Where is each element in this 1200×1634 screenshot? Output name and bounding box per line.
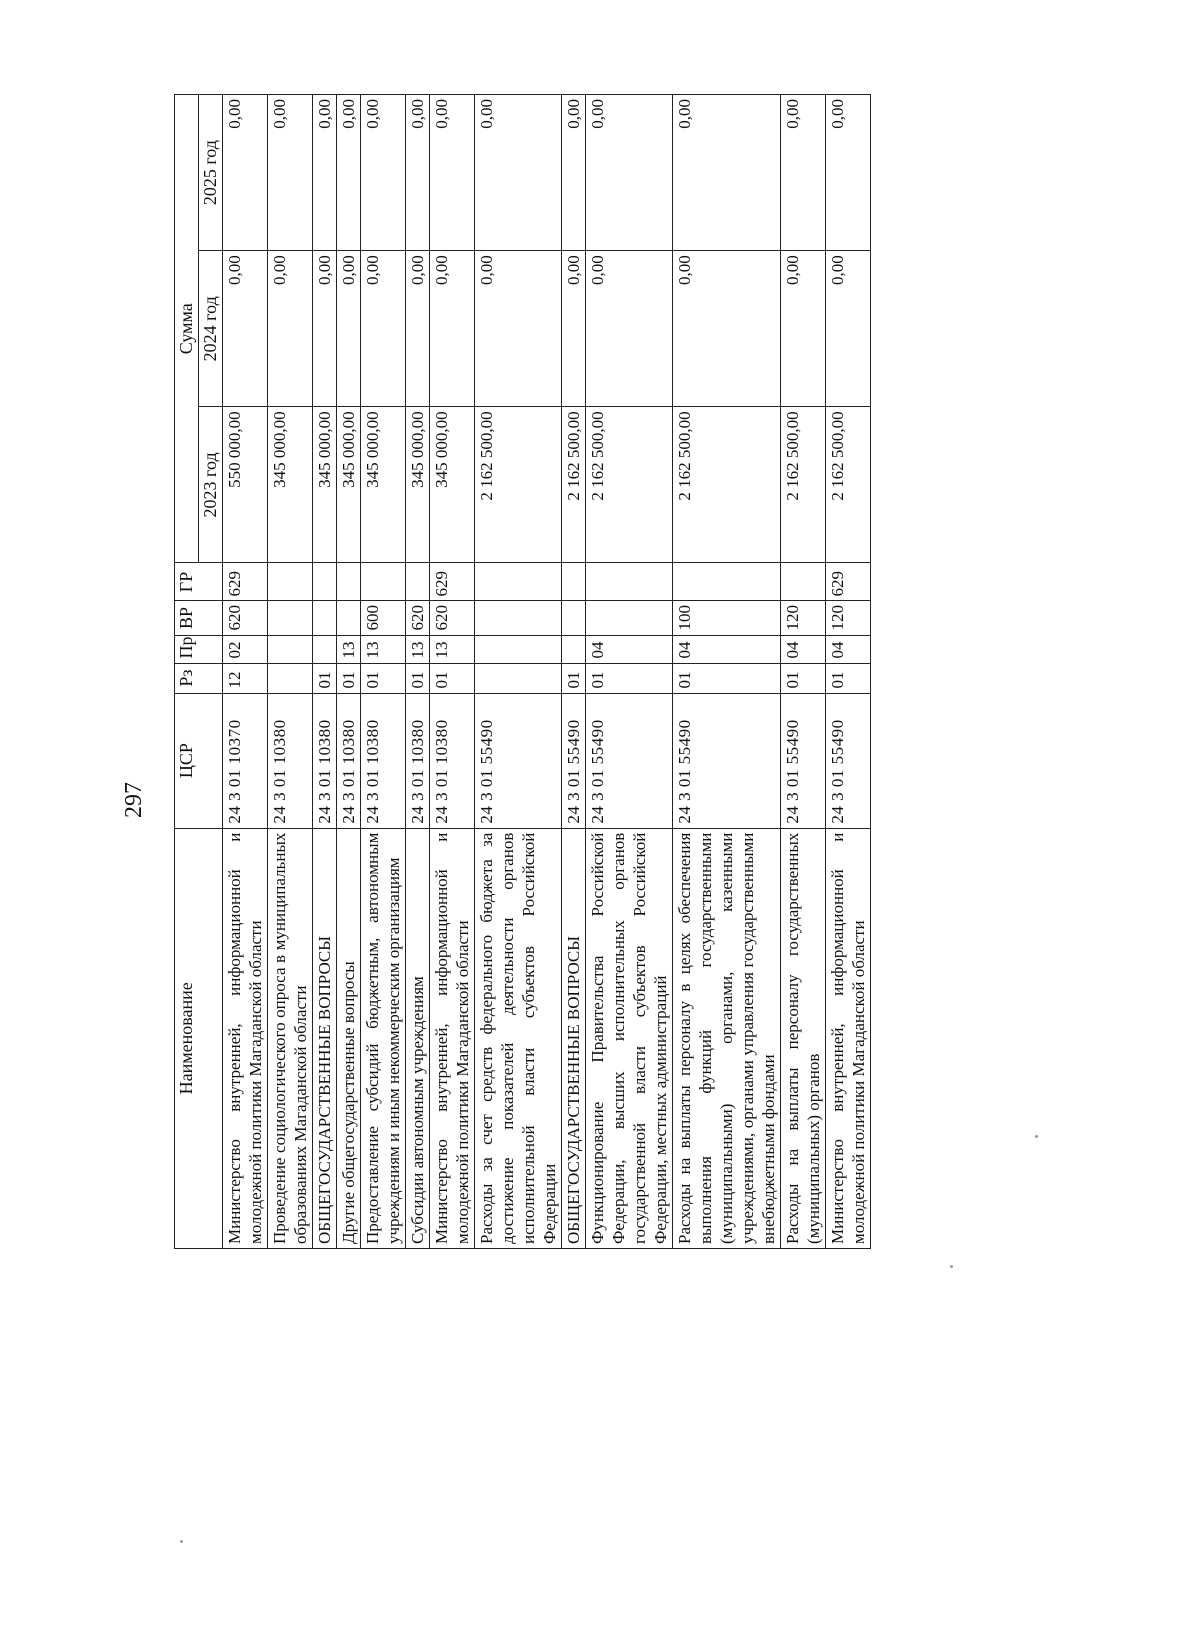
row-2024: 0,00 [406, 251, 430, 407]
row-vr: 120 [826, 601, 871, 635]
header-rz: Рз [175, 663, 223, 693]
row-gr [337, 563, 361, 601]
row-2024: 0,00 [223, 251, 268, 407]
row-2025: 0,00 [313, 95, 337, 251]
row-2023: 550 000,00 [223, 407, 268, 563]
row-csr: 24 3 01 10380 [313, 693, 337, 828]
row-csr: 24 3 01 10380 [406, 693, 430, 828]
row-rz: 12 [223, 663, 268, 693]
row-2025: 0,00 [430, 95, 475, 251]
table-row [673, 95, 781, 1249]
row-2025: 0,00 [562, 95, 586, 251]
row-vr [586, 601, 673, 635]
table-body [223, 95, 871, 1249]
row-pr: 13 [337, 635, 361, 663]
table-row [430, 95, 475, 1249]
row-name: Министерство внутренней, информационной и молодежной политики Магаданской области [826, 828, 871, 1248]
table-row [562, 95, 586, 1249]
row-gr [406, 563, 430, 601]
scan-speck [180, 1540, 183, 1543]
row-vr: 620 [430, 601, 475, 635]
header-2024: 2024 год [199, 251, 223, 407]
row-csr: 24 3 01 55490 [562, 693, 586, 828]
row-pr [475, 635, 562, 663]
row-2025: 0,00 [673, 95, 781, 251]
row-gr: 629 [826, 563, 871, 601]
row-2025: 0,00 [781, 95, 826, 251]
row-vr: 120 [781, 601, 826, 635]
header-vr: ВР [175, 601, 223, 635]
row-pr: 04 [781, 635, 826, 663]
row-vr [268, 601, 313, 635]
row-name: ОБЩЕГОСУДАРСТВЕННЫЕ ВОПРОСЫ [562, 828, 586, 1248]
row-csr: 24 3 01 55490 [826, 693, 871, 828]
row-2023: 345 000,00 [313, 407, 337, 563]
row-csr: 24 3 01 10380 [430, 693, 475, 828]
table-row [361, 95, 406, 1249]
row-2025: 0,00 [361, 95, 406, 251]
row-csr: 24 3 01 10380 [268, 693, 313, 828]
header-sum: Сумма [175, 95, 199, 563]
scan-speck [950, 1265, 953, 1268]
row-csr: 24 3 01 10380 [361, 693, 406, 828]
table-row [781, 95, 826, 1249]
row-2024: 0,00 [268, 251, 313, 407]
row-csr: 24 3 01 10370 [223, 693, 268, 828]
rotated-table-frame [174, 94, 1019, 1249]
row-vr: 620 [223, 601, 268, 635]
row-2024: 0,00 [337, 251, 361, 407]
row-rz: 01 [781, 663, 826, 693]
row-2023: 2 162 500,00 [826, 407, 871, 563]
row-gr [268, 563, 313, 601]
row-2023: 345 000,00 [337, 407, 361, 563]
row-name: Проведение социологического опроса в муниципальных образованиях Магаданской области [268, 828, 313, 1248]
row-rz: 01 [826, 663, 871, 693]
row-name: Расходы на выплаты персоналу в целях обеспечения выполнения функций государственными (муниципальными) органами, казенными учреждениями, органами управления государственными внебюджетными фондами [673, 828, 781, 1248]
row-2024: 0,00 [361, 251, 406, 407]
row-2024: 0,00 [781, 251, 826, 407]
row-vr [313, 601, 337, 635]
table-row [223, 95, 268, 1249]
row-gr: 629 [223, 563, 268, 601]
table-row [337, 95, 361, 1249]
row-csr: 24 3 01 55490 [586, 693, 673, 828]
row-2024: 0,00 [562, 251, 586, 407]
budget-table [174, 94, 871, 1249]
row-vr [475, 601, 562, 635]
row-gr [586, 563, 673, 601]
row-name: Министерство внутренней, информационной и молодежной политики Магаданской области [430, 828, 475, 1248]
row-gr [313, 563, 337, 601]
header-gr: ГР [175, 563, 223, 601]
row-pr [313, 635, 337, 663]
row-2024: 0,00 [430, 251, 475, 407]
row-pr: 04 [586, 635, 673, 663]
row-pr: 13 [430, 635, 475, 663]
row-2025: 0,00 [586, 95, 673, 251]
row-rz [268, 663, 313, 693]
row-gr [361, 563, 406, 601]
row-2023: 2 162 500,00 [781, 407, 826, 563]
row-2023: 2 162 500,00 [475, 407, 562, 563]
row-pr: 13 [361, 635, 406, 663]
row-2025: 0,00 [223, 95, 268, 251]
row-2024: 0,00 [586, 251, 673, 407]
row-rz: 01 [562, 663, 586, 693]
row-gr [475, 563, 562, 601]
row-rz: 01 [337, 663, 361, 693]
header-name: Наименование [175, 828, 223, 1248]
row-pr: 02 [223, 635, 268, 663]
row-2023: 2 162 500,00 [673, 407, 781, 563]
header-2023: 2023 год [199, 407, 223, 563]
row-vr [562, 601, 586, 635]
row-rz: 01 [673, 663, 781, 693]
row-vr: 600 [361, 601, 406, 635]
row-rz: 01 [361, 663, 406, 693]
row-pr: 04 [673, 635, 781, 663]
row-2023: 2 162 500,00 [562, 407, 586, 563]
row-2023: 345 000,00 [361, 407, 406, 563]
row-2024: 0,00 [475, 251, 562, 407]
row-name: Предоставление субсидий бюджетным, автономным учреждениям и иным некоммерческим организациям [361, 828, 406, 1248]
table-row [586, 95, 673, 1249]
table-container [174, 94, 871, 1249]
row-name: Расходы на выплаты персоналу государственных (муниципальных) органов [781, 828, 826, 1248]
row-vr: 620 [406, 601, 430, 635]
table-row [826, 95, 871, 1249]
header-csr: ЦСР [175, 693, 223, 828]
row-pr [268, 635, 313, 663]
row-pr: 04 [826, 635, 871, 663]
table-header [175, 95, 223, 1249]
row-name: Функционирование Правительства Российской Федерации, высших исполнительных органов государственной власти субъектов Российской Федерации, местных администраций [586, 828, 673, 1248]
page-number: 297 [120, 782, 147, 818]
row-2025: 0,00 [406, 95, 430, 251]
row-2025: 0,00 [826, 95, 871, 251]
row-csr: 24 3 01 55490 [475, 693, 562, 828]
row-gr: 629 [430, 563, 475, 601]
row-vr [337, 601, 361, 635]
row-2023: 345 000,00 [430, 407, 475, 563]
row-csr: 24 3 01 55490 [673, 693, 781, 828]
row-gr [562, 563, 586, 601]
row-pr [562, 635, 586, 663]
row-csr: 24 3 01 10380 [337, 693, 361, 828]
row-name: ОБЩЕГОСУДАРСТВЕННЫЕ ВОПРОСЫ [313, 828, 337, 1248]
table-row [313, 95, 337, 1249]
row-2023: 345 000,00 [406, 407, 430, 563]
table-row [268, 95, 313, 1249]
row-2025: 0,00 [475, 95, 562, 251]
table-row [475, 95, 562, 1249]
row-rz: 01 [313, 663, 337, 693]
header-2025: 2025 год [199, 95, 223, 251]
row-name: Министерство внутренней, информационной и молодежной политики Магаданской области [223, 828, 268, 1248]
table-row [406, 95, 430, 1249]
row-vr: 100 [673, 601, 781, 635]
header-pr: Пр [175, 635, 223, 663]
row-name: Субсидии автономным учреждениям [406, 828, 430, 1248]
row-2023: 345 000,00 [268, 407, 313, 563]
row-2023: 2 162 500,00 [586, 407, 673, 563]
row-name: Расходы за счет средств федерального бюджета за достижение показателей деятельности органов исполнительной власти субъектов Российской Федерации [475, 828, 562, 1248]
row-rz: 01 [406, 663, 430, 693]
row-2025: 0,00 [268, 95, 313, 251]
row-name: Другие общегосударственные вопросы [337, 828, 361, 1248]
row-2024: 0,00 [673, 251, 781, 407]
row-2024: 0,00 [826, 251, 871, 407]
row-gr [781, 563, 826, 601]
scan-speck [1035, 1135, 1038, 1138]
row-rz: 01 [430, 663, 475, 693]
row-2024: 0,00 [313, 251, 337, 407]
row-csr: 24 3 01 55490 [781, 693, 826, 828]
row-rz: 01 [586, 663, 673, 693]
row-gr [673, 563, 781, 601]
row-rz [475, 663, 562, 693]
row-2025: 0,00 [337, 95, 361, 251]
row-pr: 13 [406, 635, 430, 663]
